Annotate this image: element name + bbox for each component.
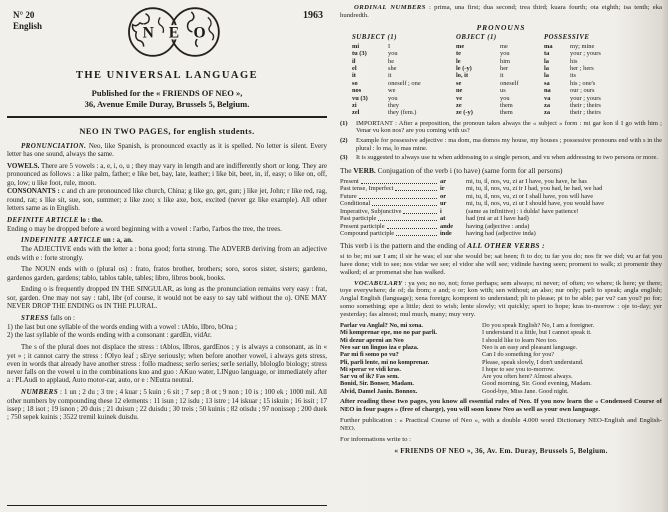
pronoun-row xyxy=(352,43,662,50)
ordinal-lead: ORDINAL NUMBERS xyxy=(354,4,426,11)
svg-text:O: O xyxy=(193,24,206,42)
pronunciation-text: Neo, like Spanish, is pronounced exactly as it is spelled. No letter is silent. Every letter has one sound, always the same. xyxy=(7,142,327,159)
object-english: oneself xyxy=(500,79,519,87)
phrase-row xyxy=(340,366,662,373)
phrase-neo: Bonid, Sir. Bonser, Madam. xyxy=(340,380,414,388)
left-column xyxy=(7,4,327,508)
object-neo: ve xyxy=(456,94,463,102)
right-column xyxy=(340,4,662,510)
object-english: it xyxy=(500,72,504,80)
publisher-info xyxy=(7,88,327,109)
numbers-lead: NUMBERS xyxy=(21,388,59,397)
verb-forms-text: having had (adjective inda) xyxy=(466,230,536,238)
possessive-neo: za xyxy=(544,109,551,117)
verb-ending: at xyxy=(440,215,446,223)
subject-english: it xyxy=(388,72,392,80)
object-neo: ne xyxy=(456,87,463,95)
svg-text:E: E xyxy=(168,24,179,42)
tense-name: Conditional xyxy=(340,200,371,208)
object-english: me xyxy=(500,42,508,50)
verb-row xyxy=(340,178,662,186)
tense-label xyxy=(340,223,440,231)
phrase-neo: Alvid, Damel Janin. Bonnox. xyxy=(340,387,418,395)
footnote-text: IMPORTANT : After a preposition, the pronoun takes always the « subject » form : mi gar kon il I go with him ; Venar vu kon nos? are you coming with us? xyxy=(356,119,662,135)
tense-label xyxy=(340,178,440,186)
possessive-english: your ; yours xyxy=(570,94,601,102)
subject-neo: so xyxy=(352,79,358,87)
object-english: us xyxy=(500,87,506,95)
indefinite-article-lead: INDEFINITE ARTICLE xyxy=(21,236,102,245)
phrase-neo: Parlar vu Anglal? No, mi xena. xyxy=(340,322,423,330)
phrase-row xyxy=(340,351,662,358)
closing-paragraph-3: For informations write to : xyxy=(340,435,411,443)
vowels-paragraph xyxy=(7,162,327,187)
phrase-neo: Mi sperar ve vidi kras. xyxy=(340,365,401,373)
footnote-text: It is suggested to always use tu when addressing to a single person, and vu when addressing to two persons or more. xyxy=(356,154,659,162)
stress-lead: STRESS xyxy=(21,313,49,322)
footer-rule xyxy=(7,505,327,506)
object-header: OBJECT (1) xyxy=(456,33,497,41)
object-english: her xyxy=(500,65,509,73)
phrase-neo: Neo sar un linguo iza e plaza. xyxy=(340,343,419,351)
pattern-text: This verb i is the pattern and the ending of xyxy=(340,240,468,250)
subject-english: she xyxy=(388,65,397,73)
header-rule xyxy=(7,116,327,118)
possessive-english: its xyxy=(570,72,577,80)
subject-english: you xyxy=(388,50,398,58)
stress-rule-2: 2) the last syllable of the words ending with a consonant : gardEn, vidAr. xyxy=(7,331,212,340)
tense-label xyxy=(340,193,440,201)
tense-name: Past participle xyxy=(340,215,377,223)
publisher-line-2: 36, Avenue Emile Duray, Brussels 5, Belgium. xyxy=(84,98,250,109)
possessive-english: our ; ours xyxy=(570,87,595,95)
verb-ending: ar xyxy=(440,177,447,185)
footnote-marker: (3) xyxy=(340,154,348,162)
subject-neo: zel xyxy=(352,109,360,117)
verb-heading: The VERB. Conjugation of the verb i (to have) (same form for all persons) xyxy=(340,165,563,175)
subject-neo: nos xyxy=(352,87,362,95)
verb-ending: inde xyxy=(440,230,452,238)
object-english: them xyxy=(500,102,513,110)
verb-row xyxy=(340,223,662,231)
ordinal-numbers-paragraph xyxy=(340,4,662,20)
verb-lead: VERB. xyxy=(353,165,376,175)
subject-neo: zi xyxy=(352,102,357,110)
vocabulary-lead: VOCABULARY xyxy=(354,279,403,287)
possessive-neo: sa xyxy=(544,79,550,87)
object-english: you xyxy=(500,94,510,102)
possessive-english: their ; theirs xyxy=(570,109,601,117)
noun-paragraph: The NOUN ends with o (plural os) : frato, fratos brother, brothers; soro, soros sister, sisters; gardeno, gardenos garden, gardens; tablo, tablos table, tables; libro, libros book, books. xyxy=(7,265,327,282)
indefinite-article-paragraph xyxy=(7,236,327,244)
issue-info xyxy=(7,4,42,32)
pronouns-column-headers xyxy=(340,34,662,41)
object-english: them xyxy=(500,109,513,117)
tense-name: Present xyxy=(340,177,359,185)
pronoun-row xyxy=(352,102,662,109)
phrase-neo: Sar vu of ik? Fas sem. xyxy=(340,373,400,381)
dot-leader xyxy=(387,228,437,229)
subject-header: SUBJECT (1) xyxy=(352,33,397,41)
adjective-paragraph: The ADJECTIVE ends with the letter a : bona good; forta strong. The ADVERB deriving from an adjective ends with e : forte strongly. xyxy=(7,245,327,262)
pronoun-row xyxy=(352,72,662,79)
phrase-row xyxy=(340,380,662,387)
subject-english: they (fem.) xyxy=(388,109,417,117)
tense-label xyxy=(340,200,440,208)
possessive-neo: va xyxy=(544,94,551,102)
tense-name: Compound participle xyxy=(340,230,395,238)
verb-row xyxy=(340,185,662,193)
phrase-row xyxy=(340,344,662,351)
vocabulary-paragraph xyxy=(340,280,662,320)
verb-forms-text: mi, tu, il, nos, vu, zi ir I had, you had, he had, we had xyxy=(466,185,603,193)
tense-label xyxy=(340,230,440,238)
verb-forms-text: having (adjective : anda) xyxy=(466,222,530,230)
verb-ending: or xyxy=(440,192,447,200)
indefinite-article-text: un : a, an. xyxy=(101,236,133,245)
stress-paragraph: The s of the plural does not displace the stress : tAblos, lIbros, gardEnos ; y is always a consonant, as in « yet » ; it cannot carry the stress : fOlyo leaf ; sErye seriously; when before another vowel, i always gets stress, even in words that already have another stress : folIo madness; serIo series; serIe serially, bIologIo biology; stress never falls on the vowel u in the combinations kuo and guo : AKuo water, LINguo language, or immediately after a : PLAudi to applaud, Auto motor-car, auto, or e : NEutra neutral. xyxy=(7,343,327,385)
vowels-lead: VOWELS. xyxy=(7,162,40,171)
subject-english: we xyxy=(388,87,396,95)
object-neo: ze (-y) xyxy=(456,109,473,117)
section-heading: NEO IN TWO PAGES, for english students. xyxy=(79,126,255,136)
subject-neo: el xyxy=(352,65,357,73)
possessive-english: their ; theirs xyxy=(570,102,601,110)
possessive-neo: la xyxy=(544,72,549,80)
verb-conjugation-table xyxy=(340,178,662,238)
verb-row xyxy=(340,215,662,223)
pronouns-table xyxy=(340,43,662,117)
closing-paragraph-2: Further publication : « Practical Course of Neo », with a double 4.000 word Dictionary NEO-English and English-NEO. xyxy=(340,416,662,432)
vowels-text: There are 5 vowels : a, e, i, o, u ; they may vary in length and are indifferently short or long. They are pronounced as follows : a like palm, father; e like bet, bay, late, leather; i like bit, beet, in, if, easy; o like on, off, go, low; u like foot, rule, moon. xyxy=(7,162,327,187)
phrase-english: I hope to see you to-morrow. xyxy=(482,365,555,373)
verb-row xyxy=(340,208,662,216)
svg-text:N: N xyxy=(142,24,154,42)
phrase-neo: Par mi fi somo po vu? xyxy=(340,351,399,359)
neo-globes-logo-icon xyxy=(118,4,228,60)
footnote xyxy=(340,137,662,152)
consonants-paragraph xyxy=(7,187,327,212)
consonants-text: c and ch are pronounced like church, China; g like go, get, gun; j like jet, John; r like red, rag, round, rat; s like sit, sue, son, summer; z like zoo; x like axe, box, excited (never gz like example). All other letters same as in English. xyxy=(7,187,327,213)
publisher-line-1: Published for the « FRIENDS OF NEO », xyxy=(91,88,243,98)
definite-article-paragraph xyxy=(7,216,327,224)
verb-forms-text: had (mi ar at I have had) xyxy=(466,215,529,223)
definite-article-text: lo : the. xyxy=(78,215,103,224)
possessive-neo: na xyxy=(544,87,551,95)
phrases-table xyxy=(340,322,662,395)
verb-forms-text: mi, tu, il, nos, vu, zi ar I have, you have, he has xyxy=(466,177,587,185)
subject-neo: mi xyxy=(352,42,360,50)
subject-english: he xyxy=(388,57,395,65)
ordinal-text: : prima, una first; dua second; trea third; kuara fourth; ota eighth; isa tenth; eka hundredth. xyxy=(340,4,662,19)
dot-leader xyxy=(396,235,437,236)
possessive-neo: la xyxy=(544,57,549,65)
consonants-lead: CONSONANTS : xyxy=(7,187,60,196)
pronouns-heading: PRONOUNS xyxy=(476,22,526,32)
verb-forms-text: (same as infinitive) : i dulda! have patience! xyxy=(466,207,579,215)
possessive-english: his ; one's xyxy=(570,79,596,87)
phrase-english: Can I do something for you? xyxy=(482,351,555,359)
tense-name: Future xyxy=(340,192,357,200)
verb-ending: ande xyxy=(440,222,454,230)
verb-row xyxy=(340,230,662,238)
tense-name: Imperative, Subjunctive xyxy=(340,207,402,215)
possessive-header: POSSESSIVE xyxy=(544,33,590,41)
stress-text: falls on : xyxy=(48,313,75,322)
pronoun-row xyxy=(352,87,662,94)
possessive-english: her ; hers xyxy=(570,65,594,73)
stress-heading xyxy=(7,314,327,322)
possessive-neo: ta xyxy=(544,50,550,58)
subject-neo: tu (3) xyxy=(352,50,367,58)
dot-leader xyxy=(361,183,437,184)
definite-article-note: Ending o may be dropped before a word beginning with a vowel : l'arbo, l'arbos the tree, the trees. xyxy=(7,224,282,233)
noun-note-paragraph: Ending o is frequently dropped IN THE SINGULAR, as long as the pronunciation remains very easy : frat, sor, garden. One may not say : tabl, libr (of course, it would not be easy to say tabl without the o). ONE MAY NEVER DROP THE ENDING os IN THE PLURAL. xyxy=(7,285,327,311)
definite-article-lead: DEFINITE ARTICLE xyxy=(7,215,79,224)
tense-label xyxy=(340,215,440,223)
address-line: « FRIENDS OF NEO », 36, Av. Em. Duray, Brussels 5, Belgium. xyxy=(394,446,608,455)
footnotes xyxy=(340,120,662,162)
footnote-marker: (2) xyxy=(340,137,348,145)
possessive-neo: za xyxy=(544,102,551,110)
possessive-neo: la xyxy=(544,65,549,73)
subject-neo: il xyxy=(352,57,356,65)
possessive-english: your ; yours xyxy=(570,50,601,58)
verb-forms-text: mi, tu, il, nos, vu, zi or I shall have, you will have xyxy=(466,192,594,200)
pronoun-row xyxy=(352,58,662,65)
numbers-paragraph xyxy=(7,388,327,421)
phrase-english: Good-bye, Miss Jane. Good night. xyxy=(482,387,569,395)
object-neo: se xyxy=(456,79,462,87)
issue-number: N° 20 xyxy=(13,10,35,20)
footnote-text: Example for possessive adjective : ma dom, ma domos my house, my houses ; possessive pronouns end with s in the plural : lo ma, lo mas mine. xyxy=(356,137,662,152)
footnote xyxy=(340,154,662,162)
possessive-neo: ma xyxy=(544,42,553,50)
phrase-english: Please, speak slowly, I don't understand. xyxy=(482,358,584,366)
phrase-neo: Mi dezur apreni an Neo xyxy=(340,336,404,344)
subject-neo: vu (3) xyxy=(352,94,368,102)
pronoun-row xyxy=(352,50,662,57)
verb-forms-text: mi, tu, il, nos, vu, zi ur I should have, you would have xyxy=(466,200,605,208)
footnote xyxy=(340,120,662,135)
possessive-english: my; mine xyxy=(570,42,595,50)
page-title: THE UNIVERSAL LANGUAGE xyxy=(75,70,259,81)
conjugation-examples-paragraph: si to be; mi sar I am; il sir he was; el sur she would be; sat been; fi to do; tu far you do; nos fir we did; vu ar fat you have done; vidi to see; nos vidar we see; el vidor she will see; vidinde having seen; promeni to walk; zi promenir they walked; el ar promenat she has walked. xyxy=(340,252,662,276)
verb-row xyxy=(340,200,662,208)
object-neo: te xyxy=(456,50,461,58)
subject-neo: it xyxy=(352,72,356,80)
subject-english: oneself ; one xyxy=(388,79,421,87)
tense-label xyxy=(340,208,440,216)
tense-name: Present participle xyxy=(340,222,385,230)
phrase-row xyxy=(340,329,662,336)
phrase-row xyxy=(340,337,662,344)
dot-leader xyxy=(372,205,437,206)
object-english: him xyxy=(500,57,510,65)
footnote-marker: (1) xyxy=(340,119,348,127)
verb-ending: i xyxy=(440,207,442,215)
language-label: English xyxy=(13,21,43,31)
phrase-row xyxy=(340,322,662,329)
verb-ending: ur xyxy=(440,200,447,208)
phrase-english: Do you speak English? No, I am a foreigner. xyxy=(482,322,595,330)
verb-row xyxy=(340,193,662,201)
pronunciation-paragraph xyxy=(7,142,327,159)
pattern-emphasis: ALL OTHER VERBS : xyxy=(467,240,546,250)
object-neo: le xyxy=(456,57,461,65)
dot-leader xyxy=(403,213,437,214)
object-english: you xyxy=(500,50,510,58)
object-neo: lo, it xyxy=(456,72,469,80)
pronunciation-lead: PRONUNCIATION. xyxy=(21,142,87,150)
phrase-english: I should like to learn Neo too. xyxy=(482,336,558,344)
phrase-english: Good morning, Sir. Good evening, Madam. xyxy=(482,380,592,388)
subject-english: I xyxy=(388,42,391,50)
closing-paragraph-1: After reading these two pages, you know all essential rules of Neo. If you now learn the « Condensed Course of NEO in four pages » (free of charge), you will soon know Neo as well as your own language. xyxy=(340,398,662,413)
tense-name: Past tense, Imperfect xyxy=(340,185,394,193)
dot-leader xyxy=(359,198,437,199)
phrase-row xyxy=(340,388,662,395)
phrase-english: I understand it a little, but I cannot speak it. xyxy=(482,329,592,337)
subject-english: they xyxy=(388,102,400,110)
pronoun-row xyxy=(352,80,662,87)
phrase-english: Neo is an easy and pleasant language. xyxy=(482,343,578,351)
subject-english: you xyxy=(388,94,398,102)
dot-leader xyxy=(395,190,437,191)
phrase-neo: Pli, parli lente, mi no komprenar. xyxy=(340,358,430,366)
verb-ending: ir xyxy=(440,185,445,193)
vocabulary-text: : ya yes; no no, not; forse perhaps; sem always; ni never; of often; vo where; ik here; ye there; toye everywhere; de of; da from; e and; o or; kon with; sen without; an also; nur only; parli to speak; angla english; Anglal English (language); xena foreign; kompreni to understand; pli to please; pi to be able; par vu? can you? po for; somo something; epe a little; dezi to wish; lente slowly; vit quickly; speri to hope; kras to-morrow : oje to-day; yer yesterday; fas almost; mul much, many; muy very. xyxy=(340,279,662,319)
pronoun-row xyxy=(352,65,662,72)
phrase-neo: Mi komprenar epe, mo no par parli. xyxy=(340,329,437,337)
numbers-text: : 1 un ; 2 du ; 3 tre ; 4 kuar ; 5 kuin ; 6 sit ; 7 sep ; 8 ot ; 9 non ; 10 is ; 100 ek ; 1000 mil. All other numbers by compounding these 12 elements : 11 isun ; 12 isdu ; 13 istre ; 14 iskuar ; 15 iskuin ; 16 issit ; 17 issep ; 18 isot ; 19 isnon ; 20 duis ; 21 duisun ; 22 duisdu ; 30 treis ; 50 kuinis ; 82 otisdu ; 97 nonissep ; 200 duek ; 750 sepek kuinis ; 3522 tremil kuinek duisdu. xyxy=(7,388,327,422)
stress-rule-1: 1) the last but one syllable of the words ending with a vowel : tAblo, lIbro, bOna ; xyxy=(7,322,237,331)
possessive-english: his xyxy=(570,57,578,65)
verb-pattern-line xyxy=(340,241,662,250)
phrase-english: Are you often here? Almost always. xyxy=(482,373,573,381)
object-neo: le (-y) xyxy=(456,65,472,73)
phrase-row xyxy=(340,359,662,366)
year-label: 1963 xyxy=(303,10,323,21)
phrase-row xyxy=(340,373,662,380)
pronoun-row xyxy=(352,95,662,102)
object-neo: ze xyxy=(456,102,462,110)
object-neo: me xyxy=(456,42,465,50)
page-header xyxy=(7,4,327,62)
verb-heading-text: Conjugation of the verb i (to have) (same form for all persons) xyxy=(375,165,563,175)
tense-label xyxy=(340,185,440,193)
dot-leader xyxy=(378,220,437,221)
pronoun-row xyxy=(352,109,662,116)
